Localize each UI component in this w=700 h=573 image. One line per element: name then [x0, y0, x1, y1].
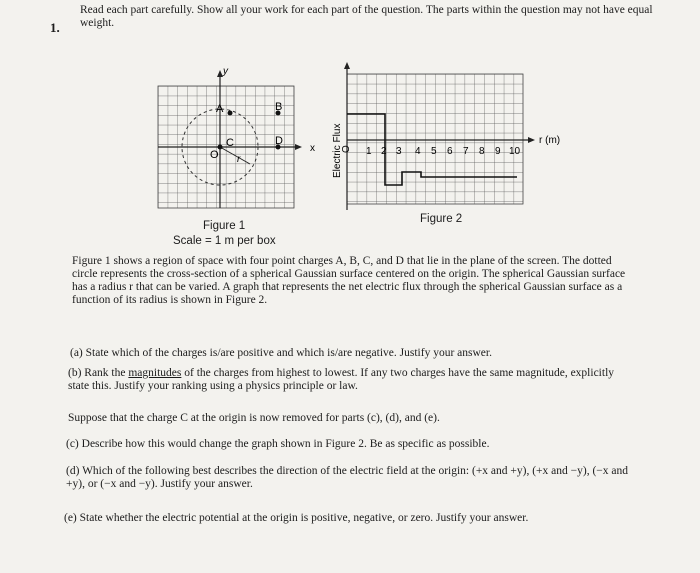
tick-7: 7: [463, 146, 469, 157]
fig1-label-d: D: [275, 135, 283, 147]
charge-a: [228, 111, 233, 116]
fig1-label-o: O: [210, 149, 219, 161]
tick-10: 10: [509, 146, 521, 157]
fig1-label-b: B: [275, 101, 283, 113]
fig1-x-label: x: [310, 143, 315, 154]
tick-1: 1: [366, 146, 372, 157]
figure-2-grid: [347, 74, 523, 204]
figure-1-scale: Scale = 1 m per box: [173, 235, 276, 247]
figure-1-caption: Figure 1: [203, 220, 246, 232]
tick-4: 4: [415, 146, 421, 157]
part-d: (d) Which of the following best describes the direction of the electric field at the origin: (+x and +y), (+x and −y), (−x and +y), or (−x and −y). Justify your answer.: [66, 465, 629, 490]
fig2-y-label: Electric Flux: [332, 123, 343, 178]
x-axis-arrow-icon: [295, 144, 302, 150]
flux-axis-arrow-icon: [344, 62, 350, 69]
figure-2-caption: Figure 2: [420, 213, 463, 225]
fig1-label-c: C: [226, 137, 234, 149]
question-number: 1.: [50, 20, 60, 35]
part-b-post: of the charges from highest to lowest. If any two charges have the same magnitude, explicitly state this. Justify your ranking using a physics principle or law.: [68, 367, 615, 392]
part-b-pre: (b) Rank the: [68, 367, 129, 379]
fig1-y-label: y: [223, 66, 228, 77]
tick-2: 2: [381, 146, 387, 157]
figure-description: Figure 1 shows a region of space with four point charges A, B, C, and D that lie in the plane of the screen. The dotted circle represents the cross-section of a spherical Gaussian surface centered on the origin. The spherical Gaussian surface has a radius r that can be varied. A graph that represents the net electric flux through the spherical Gaussian surface as a function of its radius is shown in Figure 2.: [72, 255, 626, 306]
fig2-origin: O: [341, 145, 352, 153]
tick-6: 6: [447, 146, 453, 157]
tick-9: 9: [495, 146, 501, 157]
question-intro: [80, 4, 655, 30]
part-a: (a) State which of the charges is/are positive and which is/are negative. Justify your answer.: [70, 347, 492, 359]
part-e: (e) State whether the electric potential at the origin is positive, negative, or zero. Justify your answer.: [64, 512, 529, 524]
question-intro-text: Read each part carefully. Show all your work for each part of the question. The parts within the question may not have equal weight.: [80, 4, 653, 29]
part-b-emphasis: magnitudes: [128, 367, 182, 379]
tick-8: 8: [479, 146, 485, 157]
fig1-label-a: A: [216, 103, 224, 115]
suppose-statement: Suppose that the charge C at the origin is now removed for parts (c), (d), and (e).: [68, 412, 440, 424]
figure-1: [150, 62, 315, 222]
fig1-label-r: r: [237, 154, 241, 165]
r-axis-arrow-icon: [528, 137, 535, 143]
part-c: (c) Describe how this would change the graph shown in Figure 2. Be as specific as possible.: [66, 438, 490, 450]
tick-3: 3: [396, 146, 402, 157]
fig2-x-label: r (m): [539, 135, 561, 146]
tick-5: 5: [431, 146, 437, 157]
part-b: [68, 367, 630, 393]
figure-2: [325, 60, 595, 220]
